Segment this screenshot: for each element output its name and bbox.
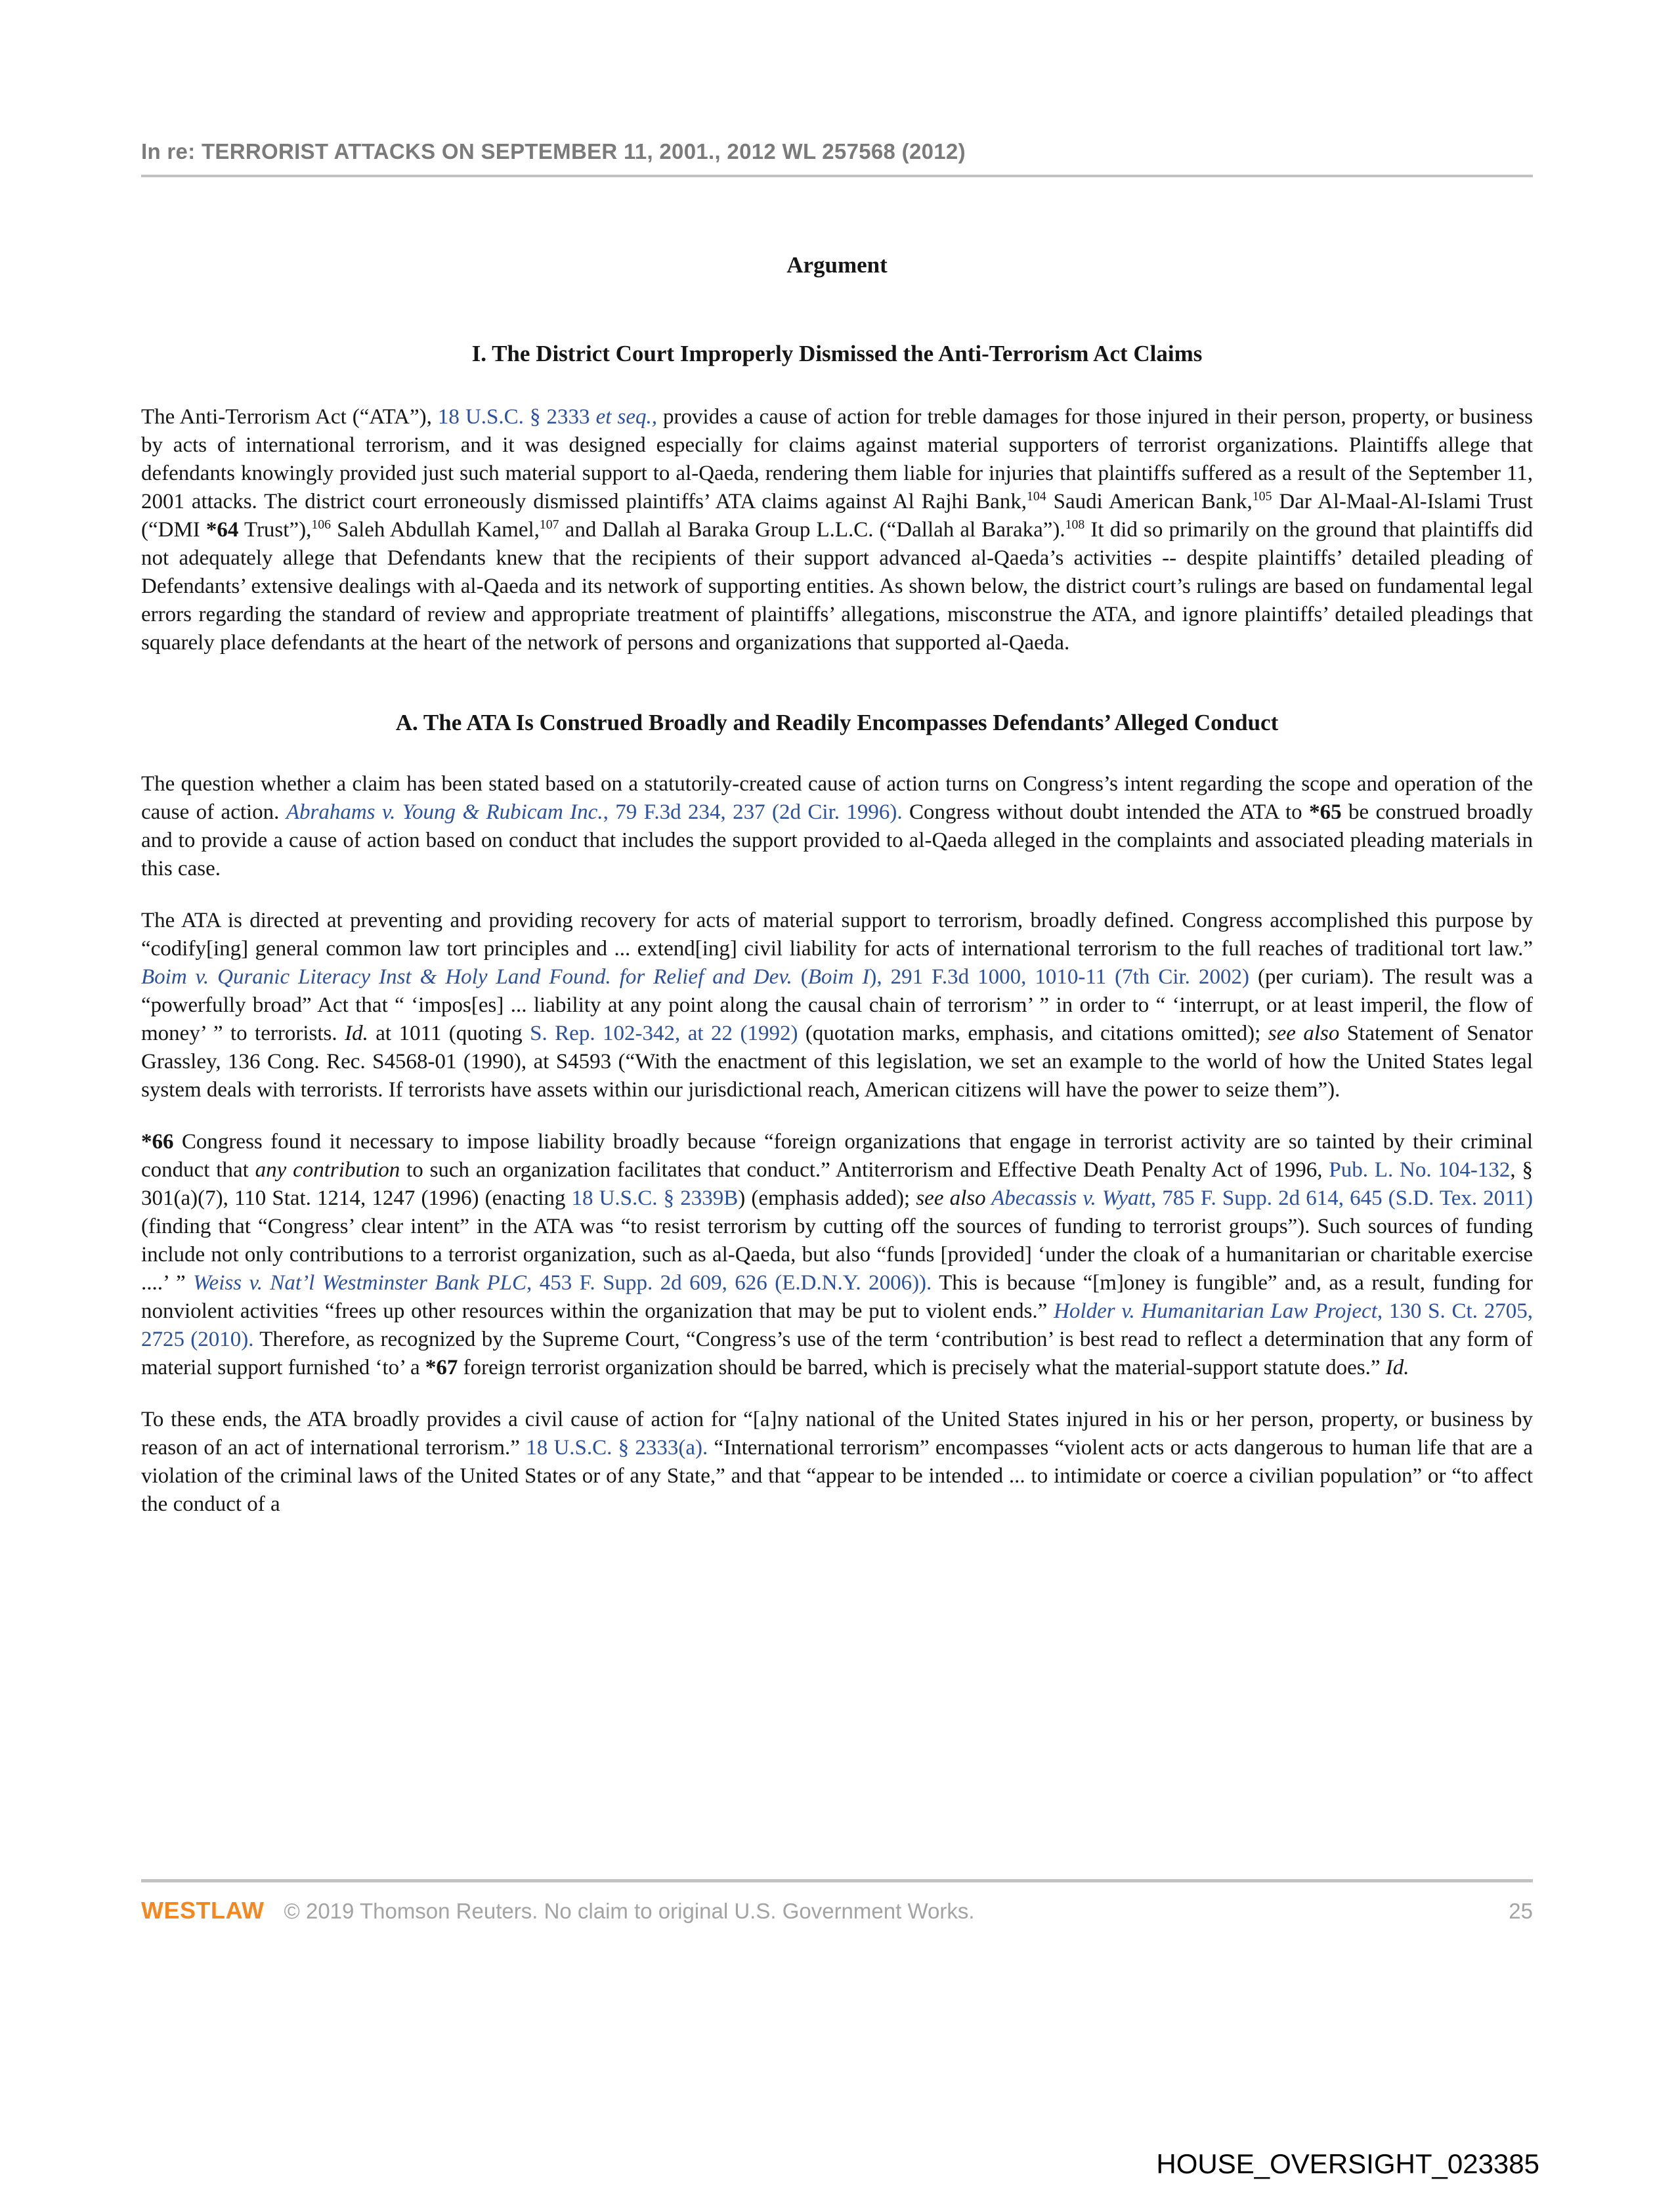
text-run: Therefore, as recognized by the Supreme Court, “Congress’s use of the term ‘contribution’ is best read to reflect a determination that any form of material support furnished ‘to’ a <box>141 1328 1534 1379</box>
case-caption: In re: TERRORIST ATTACKS ON SEPTEMBER 11, 2001., 2012 WL 257568 (2012) <box>141 139 966 163</box>
text-run: This is because “[m]oney is fungible” and, as a result, funding for nonviolent activities “frees up other resources within the organization that may be put to violent ends.” <box>141 1271 1533 1323</box>
paragraph <box>141 907 1533 1104</box>
citation-link[interactable]: Boim v. Quranic Literacy Inst & Holy Land Found. for Relief and Dev. <box>141 965 792 989</box>
text-run: “International terrorism” encompasses “violent acts or acts dangerous to human life that are a violation of the criminal laws of the United States or of any State,” and that “appear to be intended ... to intimidate or coerce a civilian population” or “to affect the conduct of a <box>141 1436 1533 1516</box>
text-run: Trust”), <box>238 518 312 542</box>
text-run: The ATA is directed at preventing and providing recovery for acts of material support to terrorism, broadly defined. Congress accomplished this purpose by “codify[ing] general common law tort principles and ... extend[ing] civil liability for acts of international terrorism to the full reaches of traditional tort law.” <box>141 909 1533 961</box>
section-heading: I. The District Court Improperly Dismissed the Anti-Terrorism Act Claims <box>471 341 1203 366</box>
paragraph <box>141 1406 1533 1519</box>
citation-link[interactable]: ), 291 F.3d 1000, 1010-11 (7th Cir. 2002) <box>869 965 1249 989</box>
text-run: To these ends, the ATA broadly provides a civil cause of action for “[a]ny national of the United States injured in his or her person, property, or business by reason of an act of international terrorism.” <box>141 1408 1533 1460</box>
text-run: (finding that “Congress’ clear intent” in the ATA was “to resist terrorism by cutting off the sources of funding to terrorist groups”). Such sources of funding include not only contributions to a terrorist organization, such as al-Qaeda, but also “funds [provided] ‘under the cloak of a humanitarian or charitable exercise ....’ ” <box>141 1215 1533 1295</box>
text-run: foreign terrorist organization should be barred, which is precisely what the material-support statute does.” <box>458 1356 1386 1379</box>
header-divider <box>141 175 1533 177</box>
text-run: at 1011 (quoting <box>368 1022 530 1045</box>
text-run: The question whether a claim has been stated based on a statutorily-created cause of action turns on Congress’s intent regarding the scope and operation of the cause of action. <box>141 772 1533 824</box>
citation-link[interactable]: Abrahams v. Young & Rubicam Inc. <box>286 800 603 824</box>
citation-link[interactable]: , 79 F.3d 234, 237 (2d Cir. 1996). <box>603 800 903 824</box>
footnote-ref: 108 <box>1065 517 1085 532</box>
citation-link[interactable]: , 130 S. Ct. 2705, 2725 (2010). <box>141 1299 1533 1351</box>
page-footer <box>141 1879 1533 1924</box>
citation-link[interactable]: ( <box>792 965 808 989</box>
text-run: any contribution <box>255 1158 400 1182</box>
footnote-ref: 106 <box>311 517 331 532</box>
text-run: The Anti-Terrorism Act (“ATA”), <box>141 405 438 429</box>
copyright-text: © 2019 Thomson Reuters. No claim to original U.S. Government Works. <box>284 1899 975 1923</box>
text-run: Statement of Senator Grassley, 136 Cong. Rec. S4568-01 (1990), at S4593 (“With the enactment of this legislation, we set an example to the world of how the United States legal system deals with terrorists. If terrorists have assets within our jurisdictional reach, American citizens will have the power to seize them”). <box>141 1022 1533 1102</box>
text-run: Id. <box>1385 1356 1409 1379</box>
footer-row <box>141 1897 1533 1924</box>
citation-link[interactable]: Abecassis v. Wyatt <box>991 1186 1151 1210</box>
citation-link[interactable]: et seq., <box>590 405 657 429</box>
text-run: see also <box>916 1186 992 1210</box>
text-run: *65 <box>1309 800 1342 824</box>
section-heading: A. The ATA Is Construed Broadly and Readily Encompasses Defendants’ Alleged Conduct <box>395 710 1279 735</box>
text-run: *67 <box>425 1356 458 1379</box>
text-run: provides a cause of action for treble damages for those injured in their person, property, or business by acts of international terrorism, and it was designed especially for claims against material supporters of terrorist organizations. Plaintiffs allege that defendants knowingly provided just such material support to al-Qaeda, rendering them liable for injuries that plaintiffs suffered as a result of the September 11, 2001 attacks. The district court erroneously dismissed plaintiffs’ ATA claims against Al Rajhi Bank, <box>141 405 1533 513</box>
text-run: Saleh Abdullah Kamel, <box>331 518 540 542</box>
text-run: Congress found it necessary to impose liability broadly because “foreign organizations that engage in terrorist activity are so tainted by their criminal conduct that <box>141 1130 1533 1182</box>
footnote-ref: 107 <box>539 517 559 532</box>
text-run: be construed broadly and to provide a cause of action based on conduct that includes the support provided to al-Qaeda alleged in the complaints and associated pleading materials in this case. <box>141 800 1533 880</box>
citation-link[interactable]: 18 U.S.C. § 2339B <box>571 1186 739 1210</box>
text-run: (per curiam). The result was a “powerfully broad” Act that “ ‘impos[es] ... liability at any point along the causal chain of terrorism’ ” in order to “ ‘interrupt, or at least imperil, the flow of money’ ” to terrorists. <box>141 965 1534 1045</box>
citation-link[interactable]: Holder v. Humanitarian Law Project <box>1054 1299 1377 1323</box>
citation-link[interactable]: , 785 F. Supp. 2d 614, 645 (S.D. Tex. 2011) <box>1150 1186 1533 1210</box>
text-run: *66 <box>141 1130 174 1154</box>
footer-divider <box>141 1879 1533 1882</box>
footnote-ref: 105 <box>1252 489 1272 504</box>
text-run: (quotation marks, emphasis, and citations omitted); <box>798 1022 1268 1045</box>
text-run: Dar Al-Maal-Al-Islami Trust (“DMI <box>141 490 1533 542</box>
text-run: , § 301(a)(7), 110 Stat. 1214, 1247 (1996) (enacting <box>141 1158 1533 1210</box>
citation-link[interactable]: , 453 F. Supp. 2d 609, 626 (E.D.N.Y. 2006)). <box>526 1271 932 1295</box>
paragraph <box>141 1128 1533 1382</box>
footnote-ref: 104 <box>1027 489 1046 504</box>
citation-link[interactable]: 18 U.S.C. § 2333(a). <box>526 1436 708 1460</box>
paragraph <box>141 770 1533 883</box>
text-run: *64 <box>205 518 239 542</box>
citation-link[interactable]: Pub. L. No. 104-132 <box>1329 1158 1511 1182</box>
page-header <box>141 139 1533 177</box>
text-run: see also <box>1268 1022 1340 1045</box>
document-title: Argument <box>786 252 888 278</box>
citation-link[interactable]: 18 U.S.C. § 2333 <box>437 405 590 429</box>
citation-link[interactable]: S. Rep. 102-342, at 22 (1992) <box>530 1022 798 1045</box>
text-run: to such an organization facilitates that conduct.” Antiterrorism and Effective Death Penalty Act of 1996, <box>400 1158 1329 1182</box>
text-run: Id. <box>345 1022 368 1045</box>
document-body <box>141 223 1533 1542</box>
citation-link[interactable]: Weiss v. Nat’l Westminster Bank PLC <box>193 1271 527 1295</box>
text-run: Saudi American Bank, <box>1046 490 1253 513</box>
text-run: It did so primarily on the ground that plaintiffs did not adequately allege that Defendants knew that the recipients of their support advanced al-Qaeda’s activities -- despite plaintiffs’ detailed pleading of Defendants’ extensive dealings with al-Qaeda and its network of supporting entities. As shown below, the district court’s rulings are based on fundamental legal errors regarding the standard of review and appropriate treatment of plaintiffs’ allegations, misconstrue the ATA, and ignore plaintiffs’ detailed pleadings that squarely place defendants at the heart of the network of persons and organizations that supported al-Qaeda. <box>141 518 1533 655</box>
text-run: ) (emphasis added); <box>738 1186 916 1210</box>
westlaw-logo: WESTLAW <box>141 1897 265 1924</box>
page-number: 25 <box>1509 1899 1533 1923</box>
text-run: Congress without doubt intended the ATA to <box>902 800 1310 824</box>
paragraph <box>141 403 1533 657</box>
bates-stamp: HOUSE_OVERSIGHT_023385 <box>1156 2148 1539 2179</box>
citation-link[interactable]: Boim I <box>807 965 870 989</box>
text-run: and Dallah al Baraka Group L.L.C. (“Dallah al Baraka”). <box>559 518 1065 542</box>
